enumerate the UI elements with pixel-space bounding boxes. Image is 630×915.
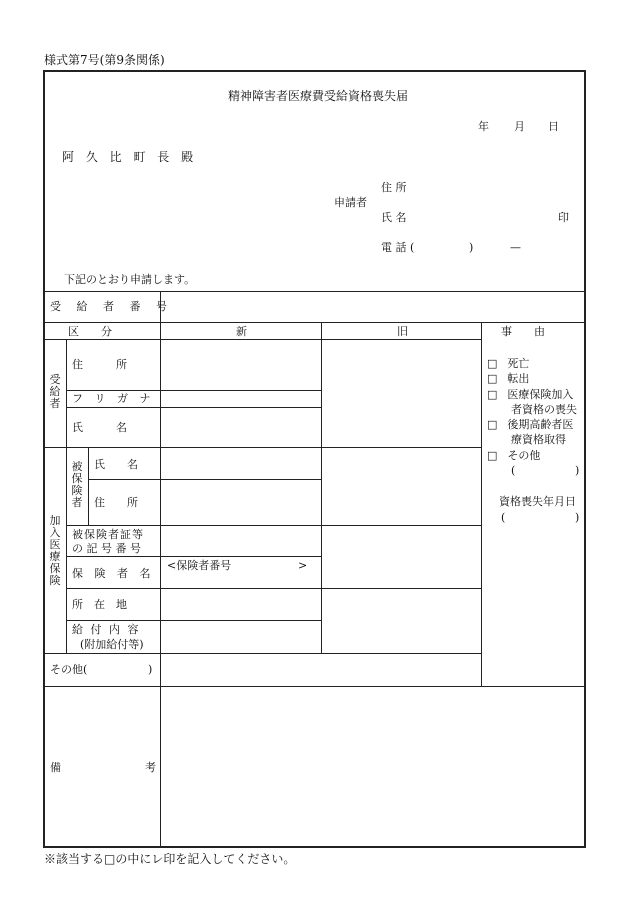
checkbox-icon: □: [487, 449, 498, 462]
name-label: 氏 名: [72, 421, 127, 434]
insurance-group-label: 加 入 医 療 保 険: [49, 514, 61, 587]
applicant-phone-dash: —: [510, 241, 521, 254]
location-label: 所 在 地: [72, 598, 127, 611]
form-number: 様式第7号(第9条関係): [44, 53, 165, 67]
insured-address-label: 住 所: [94, 496, 138, 509]
reason-other-close: ): [575, 464, 580, 477]
card-number-label-2: の 記 号 番 号: [72, 542, 141, 555]
reason-insurance-cont: 者資格の喪失: [511, 403, 577, 416]
new-header: 新: [236, 325, 247, 338]
reason-death[interactable]: □ 死亡: [487, 357, 530, 370]
footnote: ※該当する□の中にレ印を記入してください。: [44, 852, 296, 866]
date-year: 年: [478, 120, 489, 133]
insurer-number-close: >: [298, 559, 308, 572]
recipient-group-label: 受 給 者: [49, 373, 61, 410]
address-label: 住 所: [72, 358, 127, 371]
furigana-label: フ リ ガ ナ: [72, 392, 155, 405]
addressee: 阿 久 比 町 長 殿: [62, 150, 198, 164]
kubun-header: 区 分: [68, 325, 112, 338]
reason-moved-out[interactable]: □ 転出: [487, 372, 530, 385]
insurer-name-label: 保 険 者 名: [72, 567, 155, 580]
applicant-name-label: 氏 名: [381, 211, 407, 224]
reason-other[interactable]: □ その他: [487, 449, 541, 462]
reason-insurance[interactable]: □ 医療保険加入: [487, 388, 574, 401]
card-number-label-1: 被保険者証等: [72, 528, 144, 541]
applicant-phone-close: ): [469, 241, 474, 254]
recipient-number-label: 受 給 者 番 号: [50, 300, 173, 313]
seal-mark: 印: [558, 211, 569, 224]
reason-elderly-cont: 療資格取得: [511, 433, 566, 446]
checkbox-icon: □: [487, 418, 498, 431]
loss-date-close: ): [575, 511, 580, 524]
applicant-phone-label: 電 話 (: [381, 241, 415, 254]
reason-header: 事 由: [501, 325, 545, 338]
intro-text: 下記のとおり申請します。: [64, 273, 196, 286]
date-day: 日: [548, 120, 559, 133]
applicant-label: 申請者: [334, 196, 367, 209]
checkbox-icon: □: [487, 388, 498, 401]
insured-name-label: 氏 名: [94, 458, 138, 471]
checkbox-icon: □: [487, 357, 498, 370]
loss-date-open: (: [501, 511, 506, 524]
loss-date-label: 資格喪失年月日: [499, 495, 576, 508]
applicant-address-label: 住 所: [381, 181, 407, 194]
remarks-label-left: 備: [50, 761, 61, 774]
form-title: 精神障害者医療費受給資格喪失届: [228, 89, 409, 103]
remarks-label-right: 考: [145, 761, 156, 774]
old-header: 旧: [397, 325, 408, 338]
date-month: 月: [514, 120, 525, 133]
other-label: その他(: [50, 663, 88, 676]
benefit-label-1: 給 付 内 容: [72, 623, 141, 636]
benefit-label-2: (附加給付等): [80, 638, 144, 651]
reason-elderly[interactable]: □ 後期高齢者医: [487, 418, 574, 431]
checkbox-icon: □: [487, 372, 498, 385]
insured-group-label: 被 保 険 者: [71, 460, 83, 509]
other-close: ): [148, 663, 153, 676]
reason-other-open: (: [511, 464, 516, 477]
insurer-number-label: <保険者番号: [167, 559, 232, 572]
